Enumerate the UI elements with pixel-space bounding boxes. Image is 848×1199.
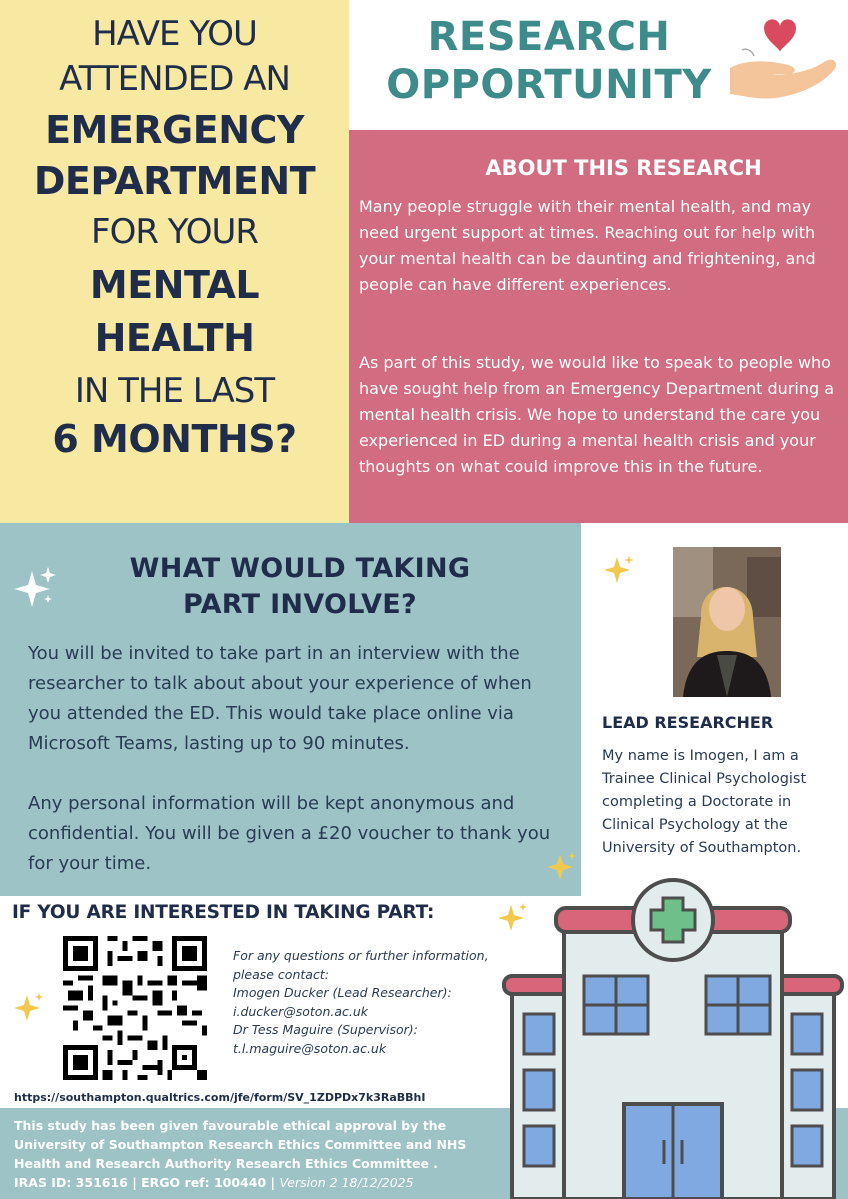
ethics-version: Version 2 18/12/2025	[279, 1175, 414, 1190]
title-line: RESEARCH	[427, 14, 671, 60]
contact-intro: For any questions or further information, please contact:	[233, 948, 489, 982]
lead-email-link[interactable]: i.ducker@soton.ac.uk	[233, 1003, 369, 1019]
about-paragraph: As part of this study, we would like to speak to people who have sought help from an Emergency Department during a mental health crisis. We hope to understand the care you experienced in ED during a mental health crisis and your thoughts on what could improve this in the future.	[359, 353, 835, 476]
lead-name: Imogen Ducker (Lead Researcher):	[233, 985, 452, 1000]
headline-line: HAVE YOU	[92, 14, 257, 54]
researcher-photo	[673, 547, 781, 697]
about-heading: ABOUT THIS RESEARCH	[485, 156, 762, 180]
survey-url-link[interactable]: https://southampton.qualtrics.com/jfe/form/SV_1ZDPDx7k3RaBBhI	[14, 1091, 426, 1104]
headline-line: MENTAL	[89, 262, 260, 307]
headline-line: ATTENDED AN	[59, 59, 290, 100]
ethics-ids: IRAS ID: 351616 | ERGO ref: 100440 |	[14, 1175, 280, 1190]
headline-line: HEALTH	[94, 316, 255, 361]
involve-heading	[70, 551, 530, 623]
involve-paragraph: You will be invited to take part in an interview with the researcher to talk about about your experience of when you attended the ED. This would take place online via Microsoft Teams, lasting up to 90 minutes.	[28, 643, 532, 754]
title-panel	[349, 0, 848, 130]
contact-info	[233, 947, 503, 1058]
title-line: OPPORTUNITY	[386, 62, 712, 108]
headline-line: EMERGENCY	[45, 107, 304, 152]
lead-researcher-bio: My name is Imogen, I am a Trainee Clinical Psychologist completing a Doctorate in Clinical Psychology at the University of Southampton.	[602, 748, 807, 856]
supervisor-email-link[interactable]: t.l.maguire@soton.ac.uk	[233, 1040, 387, 1056]
ethics-statement	[14, 1116, 494, 1192]
heart-in-hand-icon	[724, 10, 844, 110]
involve-heading-line: PART INVOLVE?	[182, 589, 417, 620]
hospital-building-icon	[498, 878, 848, 1199]
sparkle-icon	[547, 851, 577, 881]
supervisor-name: Dr Tess Maguire (Supervisor):	[233, 1022, 418, 1037]
involve-heading-line: WHAT WOULD TAKING	[129, 553, 471, 584]
headline-line: DEPARTMENT	[33, 159, 316, 204]
involve-panel	[0, 523, 581, 896]
sparkle-icon	[14, 565, 58, 609]
lead-researcher-heading: LEAD RESEARCHER	[602, 713, 774, 732]
ethics-text: This study has been given favourable ethical approval by the University of Southampton Research Ethics Committee and NHS Health and Research Authority Research Ethics Committee .	[14, 1118, 467, 1171]
headline-line: IN THE LAST	[74, 370, 275, 411]
about-panel	[349, 130, 848, 523]
headline-line: 6 MONTHS?	[52, 417, 297, 462]
sparkle-icon	[14, 992, 44, 1022]
sparkle-icon	[603, 553, 635, 585]
involve-paragraph: Any personal information will be kept anonymous and confidential. You will be given a £20 voucher to thank you for your time.	[28, 793, 551, 874]
researcher-panel	[581, 523, 848, 896]
about-paragraph: Many people struggle with their mental health, and may need urgent support at times. Reaching out for help with your mental health can be daunting and frightening, and people can have different experiences.	[359, 197, 816, 294]
headline-panel	[0, 0, 349, 523]
qr-code[interactable]	[63, 936, 207, 1080]
interest-heading: IF YOU ARE INTERESTED IN TAKING PART:	[12, 902, 435, 923]
headline-line: FOR YOUR	[91, 212, 258, 253]
